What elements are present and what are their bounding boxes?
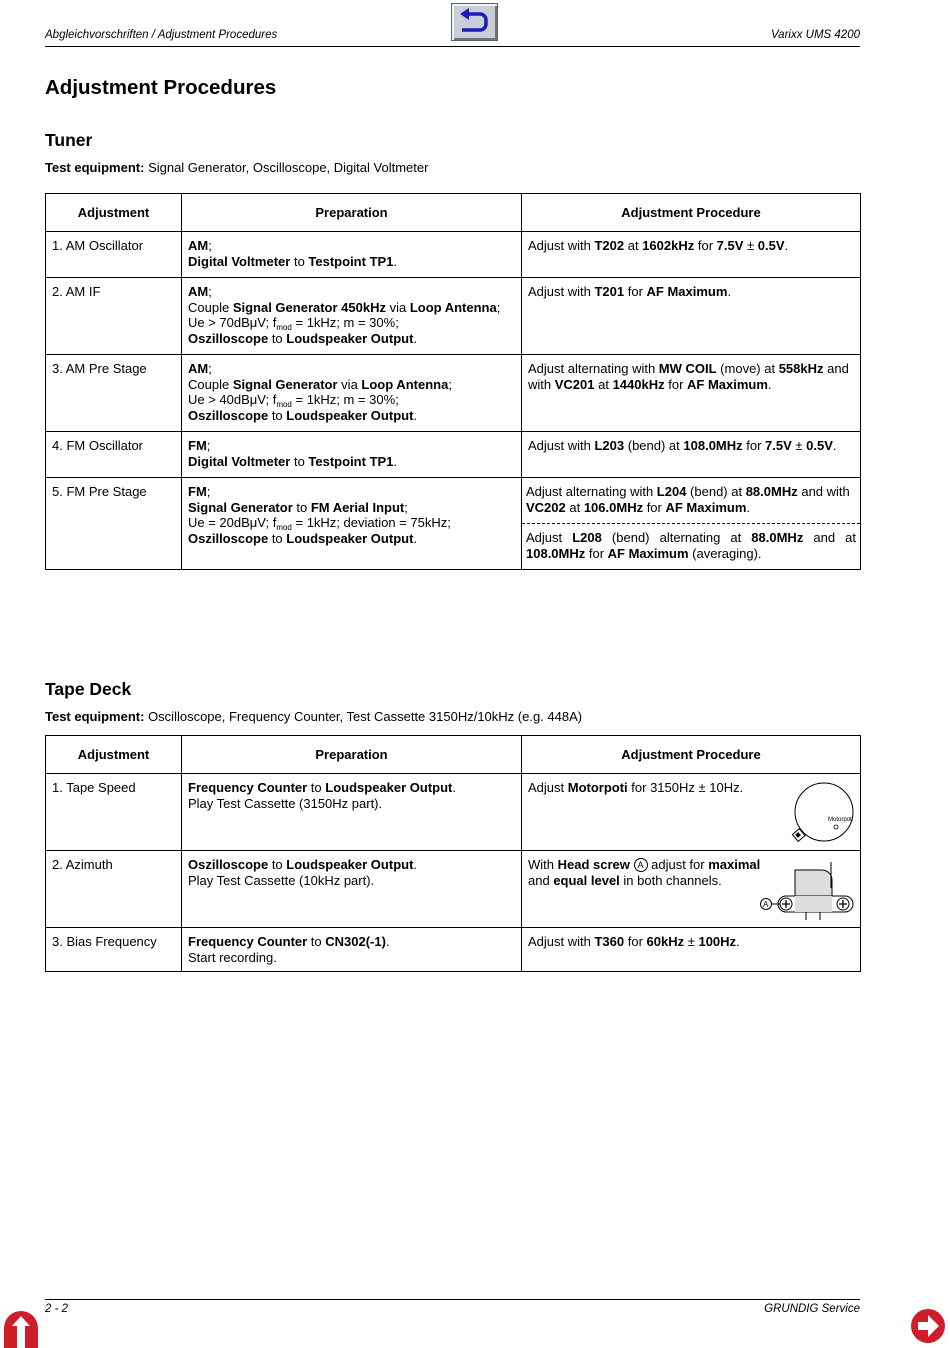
preparation-cell: Frequency Counter to Loudspeaker Output. Play Test Cassette (3150Hz part). [182,774,522,851]
column-header: Adjustment Procedure [522,194,861,232]
adjustment-cell: 5. FM Pre Stage [46,478,182,570]
tape-adjustment-table [45,735,861,972]
tape-test-equipment [45,709,582,724]
procedure-step-1: Adjust alternating with L204 (bend) at 88.0MHz and with VC202 at 106.0MHz for AF Maximum. [522,478,860,524]
preparation-cell: FM; Signal Generator to FM Aerial Input; Ue = 20dBμV; $f_{mod} = 1kHz$; deviation = 75kHz; Oszilloscope to Loudspeaker Output. [182,478,522,570]
preparation-cell: AM; Digital Voltmeter to Testpoint TP1. [182,232,522,278]
procedure-cell [522,478,861,570]
procedure-cell: Adjust with T202 at 1602kHz for 7.5V ± 0.5V. [522,232,861,278]
page-footer [45,1299,860,1315]
head-screw-diagram [758,860,856,922]
procedure-step-2: Adjust L208 (bend) alternating at 88.0MHz and at 108.0MHz for AF Maximum (averaging). [526,530,857,561]
page-title: Adjustment Procedures [45,76,277,99]
column-header: Preparation [182,194,522,232]
next-page-icon[interactable] [910,1308,946,1344]
tuner-test-equipment [45,160,428,175]
adjustment-cell: 2. Azimuth [46,851,182,928]
footer-right-text: GRUNDIG Service [764,1303,860,1315]
preparation-cell: FM; Digital Voltmeter to Testpoint TP1. [182,432,522,478]
table-row [46,232,861,278]
adjustment-cell: 3. Bias Frequency [46,928,182,972]
table-row [46,478,861,570]
header-right-text: Varixx UMS 4200 [770,29,860,41]
column-header: Adjustment Procedure [522,736,861,774]
adjustment-cell: 2. AM IF [46,278,182,355]
procedure-cell: Adjust with T201 for AF Maximum. [522,278,861,355]
adjustment-cell: 1. AM Oscillator [46,232,182,278]
head-screw-marker: A [763,900,769,909]
adjustment-cell: 1. Tape Speed [46,774,182,851]
table-row [46,355,861,432]
adjustment-cell: 4. FM Oscillator [46,432,182,478]
adjustment-cell: 3. AM Pre Stage [46,355,182,432]
procedure-cell: Adjust Motorpoti for 3150Hz ± 10Hz. [522,774,861,851]
preparation-cell: Oszilloscope to Loudspeaker Output. Play Test Cassette (10kHz part). [182,851,522,928]
header-left-text: Abgleichvorschriften / Adjustment Procedures [45,29,278,41]
motorpoti-label: Motorpoti [828,817,854,823]
tuner-heading: Tuner [45,130,93,150]
column-header: Adjustment [46,736,182,774]
procedure-cell: Adjust alternating with MW COIL (move) at 558kHz and with VC201 at 1440kHz for AF Maximum. [522,355,861,432]
motorpoti-diagram [790,780,856,846]
column-header: Adjustment [46,194,182,232]
page-number: 2 - 2 [45,1303,69,1315]
procedure-cell: With Head screw A adjust for maximal and equal level in both channels. [522,851,861,928]
tuner-equipment-label: Test equipment: [45,160,145,175]
procedure-cell: Adjust with L203 (bend) at 108.0MHz for 7.5V ± 0.5V. [522,432,861,478]
table-row [46,774,861,851]
column-header: Preparation [182,736,522,774]
procedure-cell: Adjust with T360 for 60kHz ± 100Hz. [522,928,861,972]
tuner-adjustment-table [45,193,861,570]
back-arrow-icon [458,8,490,36]
preparation-cell: Frequency Counter to CN302(-1). Start recording. [182,928,522,972]
tuner-equipment-list: Signal Generator, Oscilloscope, Digital Voltmeter [148,160,429,175]
table-row [46,278,861,355]
previous-page-icon[interactable] [4,1308,40,1348]
back-button[interactable] [451,3,498,41]
table-row [46,851,861,928]
tape-deck-heading: Tape Deck [45,679,132,699]
preparation-cell: AM; Couple Signal Generator 450kHz via Loop Antenna; Ue > 70dBμV; $f_{mod} = 1kHz$; m = 30%; Oszilloscope to Loudspeaker Output. [182,278,522,355]
tape-equipment-list: Oscilloscope, Frequency Counter, Test Cassette 3150Hz/10kHz (e.g. 448A) [148,709,583,724]
preparation-cell: AM; Couple Signal Generator via Loop Antenna; Ue > 40dBμV; $f_{mod} = 1kHz$; m = 30%; Oszilloscope to Loudspeaker Output. [182,355,522,432]
table-row [46,928,861,972]
table-row [46,432,861,478]
tape-equipment-label: Test equipment: [45,709,145,724]
